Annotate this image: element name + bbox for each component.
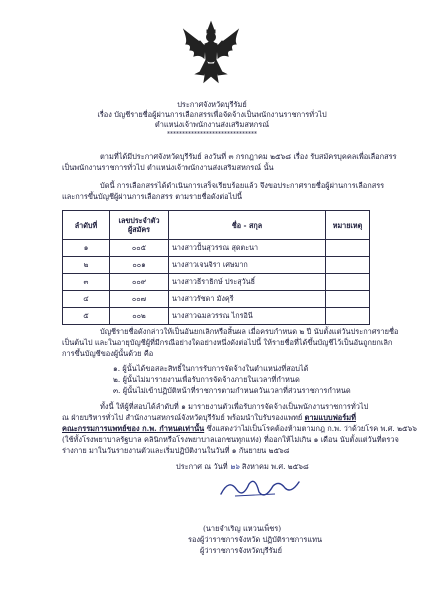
doc-title: ประกาศจังหวัดบุรีรัมย์: [177, 100, 247, 109]
cell-name: นางสาวปั้นสุวรรณ สุดตะนา: [169, 240, 326, 257]
paragraph-2-line-1: บัดนี้ การเลือกสรรได้ดำเนินการเสร็จเรียบร้อยแล้ว จึงขอประกาศรายชื่อผู้ผ่านการเลือกสรร: [100, 181, 385, 190]
paragraph-4-line-1: ทั้งนี้ ให้ผู้ที่สอบได้ลำดับที่ ๑ มารายงานตัวเพื่อรับการจัดจ้างเป็นพนักงานราชการทั่วไป: [100, 402, 369, 411]
signatory-title-2: ผู้ว่าราชการจังหวัดบุรีรัมย์: [200, 546, 282, 555]
table-row: [63, 291, 370, 308]
cell-name: นางสาวรัชดา มังคุรี: [169, 291, 326, 308]
medical-form-emphasis: ตามแบบฟอร์มที่: [304, 413, 356, 422]
cell-name: นางสาวเจนจิรา เศษมาก: [169, 257, 326, 274]
cell-remark: [326, 291, 370, 308]
header-remark: หมายเหตุ: [326, 211, 370, 240]
header-order: ลำดับที่: [63, 211, 110, 240]
cell-remark: [326, 257, 370, 274]
doc-separator: ******************************: [167, 131, 257, 138]
handwritten-signature: [215, 474, 305, 502]
paragraph-4-line-2-text: ณ ฝ่ายบริหารทั่วไป สำนักงานสหกรณ์จังหวัดบุรีรัมย์ พร้อมนำใบรับรองแพทย์: [62, 413, 303, 422]
announce-date: [176, 462, 309, 472]
signatory-title-1: รองผู้ว่าราชการจังหวัด ปฏิบัติราชการแทน: [188, 535, 323, 544]
cell-remark: [326, 274, 370, 291]
header-applicant-no: [110, 211, 169, 240]
table-row: [63, 274, 370, 291]
medical-committee-emphasis: คณะกรรมการแพทย์ของ ก.พ. กำหนดเท่านั้น: [62, 424, 205, 433]
signatory-name: (นายจำเริญ แหวนเพ็ชร): [203, 524, 282, 533]
cell-name: นางสาวธีราธิกษ์ ประสุวันธิ์: [169, 274, 326, 291]
cell-applicant-no: ๐๐๑: [110, 257, 169, 274]
condition-2: ๒. ผู้นั้นไม่มารายงานเพื่อรับการจัดจ้างภายในเวลาที่กำหนด: [113, 375, 300, 384]
cell-name: นางสาวฉมลวรรณ ไกรอินี: [169, 308, 326, 325]
announce-month-year: สิงหาคม พ.ศ. ๒๕๖๘: [241, 462, 309, 471]
doc-position: ตำแหน่งเจ้าพนักงานส่งเสริมสหกรณ์: [154, 120, 270, 129]
paragraph-4-line-4: (ใช้ทั้งโรงพยาบาลรัฐบาล คลินิกหรือโรงพยาบาลเอกชนทุกแห่ง) ที่ออกให้ไม่เกิน ๑ เดือน นับตั้งแต่วันที่ตรวจ: [62, 435, 399, 444]
paragraph-2-line-2: และการขึ้นบัญชีผู้ผ่านการเลือกสรร ตามรายชื่อดังต่อไปนี้: [62, 192, 243, 201]
paragraph-3-line-1: บัญชีรายชื่อดังกล่าวให้เป็นอันยกเลิกหรือสิ้นผล เมื่อครบกำหนด ๒ ปี นับตั้งแต่วันประกาศรายชื่อ: [100, 327, 399, 336]
header-applicant-no-line-1: เลขประจำตัว: [118, 216, 160, 225]
cell-applicant-no: ๐๐๗: [110, 291, 169, 308]
cell-order: ๓: [63, 274, 110, 291]
paragraph-3-line-3: การขึ้นบัญชีของผู้นั้นด้วย คือ: [62, 349, 154, 358]
table-header-row: [63, 211, 370, 240]
doc-subject: เรื่อง บัญชีรายชื่อผู้ผ่านการเลือกสรรเพื่อจัดจ้างเป็นพนักงานราชการทั่วไป: [97, 110, 327, 119]
cell-order: ๔: [63, 291, 110, 308]
garuda-emblem-icon: [180, 20, 242, 86]
cell-order: ๕: [63, 308, 110, 325]
cell-order: ๑: [63, 240, 110, 257]
paragraph-3-line-2: เป็นต้นไป และในอายุบัญชีผู้ที่มีกรณีอย่างใดอย่างหนึ่งดังต่อไปนี้ ให้รายชื่อที่ได้ขึ้นบัญชีไว้เป็นอันถูกยกเลิก: [62, 338, 393, 347]
header-name: ชื่อ - สกุล: [169, 211, 326, 240]
table-row: [63, 240, 370, 257]
condition-1: ๑. ผู้นั้นได้ขอสละสิทธิ์ในการรับการจัดจ้างในตำแหน่งที่สอบได้: [113, 364, 309, 373]
cell-order: ๒: [63, 257, 110, 274]
paragraph-1-line-1: ตามที่ได้มีประกาศจังหวัดบุรีรัมย์ ลงวันที่ ๓ กรกฎาคม ๒๕๖๘ เรื่อง รับสมัครบุคคลเพื่อเลือกสรร: [100, 152, 397, 161]
condition-3: ๓. ผู้นั้นไม่เข้าปฏิบัติหน้าที่ราชการตามกำหนดวันเวลาที่ส่วนราชการกำหนด: [113, 386, 351, 395]
paragraph-1-line-2: เป็นพนักงานราชการทั่วไป ตำแหน่งเจ้าพนักงานส่งเสริมสหกรณ์ นั้น: [62, 163, 274, 172]
table-row: [63, 308, 370, 325]
paragraph-4-line-3: [62, 424, 417, 434]
cell-remark: [326, 240, 370, 257]
announce-day: ๒๖: [229, 462, 240, 471]
paragraph-4-line-3-text: ซึ่งแสดงว่าไม่เป็นโรคต้องห้ามตามกฎ ก.พ. ว่าด้วยโรค พ.ศ. ๒๕๖๖: [204, 424, 417, 433]
paragraph-4-line-2: [62, 413, 356, 423]
paragraph-4-line-5: ร่างกาย มาในวันรายงานตัวและเริ่มปฏิบัติงานในวันที่ ๑ กันยายน ๒๕๖๘: [62, 446, 290, 455]
cell-applicant-no: ๐๐๙: [110, 274, 169, 291]
cell-applicant-no: ๐๐๒: [110, 308, 169, 325]
cell-applicant-no: ๐๐๕: [110, 240, 169, 257]
header-applicant-no-line-2: ผู้สมัคร: [127, 225, 150, 234]
table-row: [63, 257, 370, 274]
selected-candidates-table: [62, 210, 370, 325]
announce-prefix: ประกาศ ณ วันที่: [176, 462, 228, 471]
cell-remark: [326, 308, 370, 325]
